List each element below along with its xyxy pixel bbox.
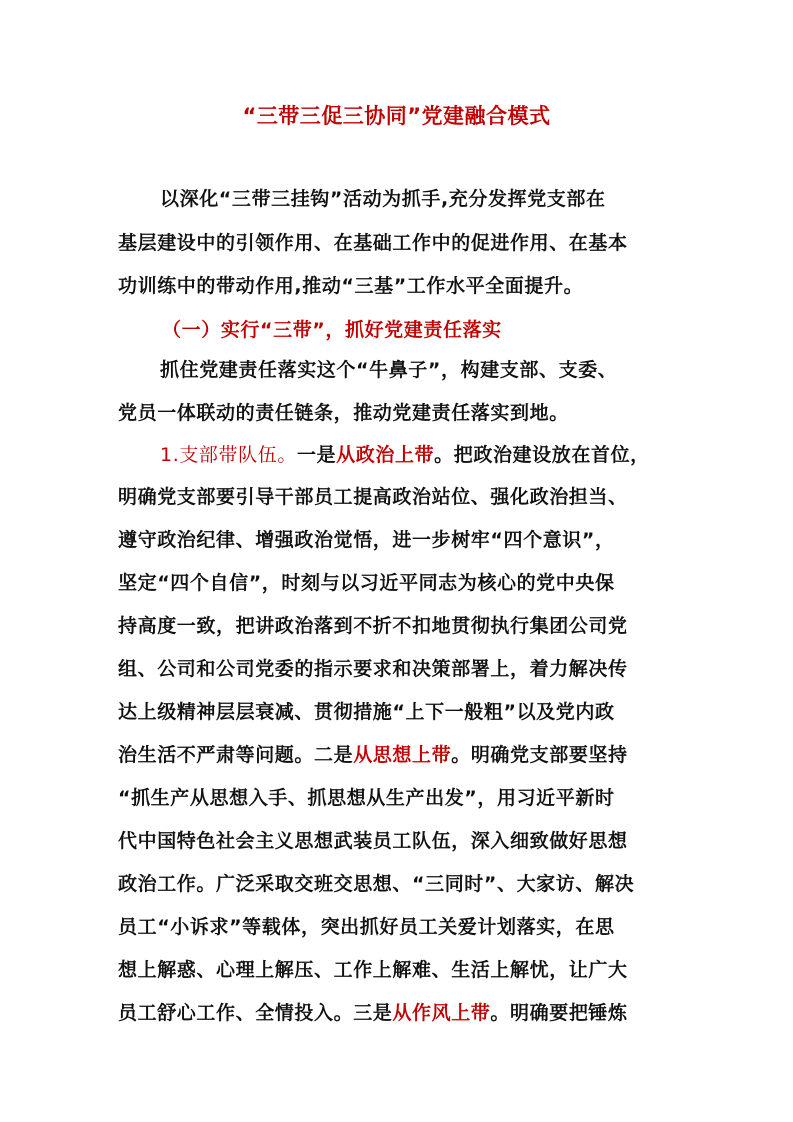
first-rest: 。把政治建设放在首位， — [434, 444, 650, 466]
intro-line-1: 以深化“三带三挂钩”活动为抓手,充分发挥党支部在 — [160, 188, 606, 210]
second-rest: 。明确党支部要坚持 — [451, 744, 628, 766]
body-line: 员工“小诉求”等载体，突出抓好员工关爱计划落实，在思 — [118, 916, 615, 938]
second-key-phrase: 从思想上带 — [353, 744, 452, 766]
body-line: 代中国特色社会主义思想武装员工队伍，深入细致做好思想 — [118, 830, 628, 852]
intro-line-3: 功训练中的带动作用,推动“三基”工作水平全面提升。 — [118, 275, 584, 297]
body-line: 明确党支部要引导干部员工提高政治站位、强化政治担当、 — [118, 486, 628, 508]
third-point-line — [118, 1000, 678, 1026]
section-paragraph-line-2: 党员一体联动的责任链条，推动党建责任落实到地。 — [118, 402, 569, 424]
body-line: 坚定“四个自信”，时刻与以习近平同志为核心的党中央保 — [118, 572, 615, 594]
body-line: 组、公司和公司党委的指示要求和决策部署上，着力解决传 — [118, 658, 628, 680]
third-rest: 。明确要把锤炼 — [490, 1002, 628, 1024]
body-line: 遵守政治纪律、增强政治觉悟，进一步树牢“四个意识”， — [118, 529, 615, 551]
first-marker: 一是 — [296, 444, 337, 466]
third-key-phrase: 从作风上带 — [392, 1002, 491, 1024]
second-pre: 治生活不严肃等问题。二是 — [118, 744, 354, 766]
body-line: 政治工作。广泛采取交班交思想、“三同时”、大家访、解决 — [118, 873, 635, 895]
item-label: 1.支部带队伍。 — [160, 444, 297, 466]
body-line: 持高度一致，把讲政治落到不折不扣地贯彻执行集团公司党 — [118, 615, 628, 637]
body-line: 想上解惑、心理上解压、工作上解难、生活上解忧，让广大 — [118, 959, 628, 981]
item-first-line — [160, 442, 680, 468]
document-title: “三带三促三协同”党建融合模式 — [242, 104, 551, 128]
first-key-phrase: 从政治上带 — [336, 444, 435, 466]
third-pre: 员工舒心工作、全情投入。三是 — [118, 1002, 393, 1024]
second-point-line — [118, 742, 678, 768]
section-paragraph-line-1: 抓住党建责任落实这个“牛鼻子”，构建支部、支委、 — [160, 359, 618, 381]
body-line: 达上级精神层层衰减、贯彻措施“上下一般粗”以及党内政 — [118, 701, 615, 723]
intro-line-2: 基层建设中的引领作用、在基础工作中的促进作用、在基本 — [118, 232, 628, 254]
body-line: “抓生产从思想入手、抓思想从生产出发”，用习近平新时 — [118, 787, 615, 809]
section-heading: （一）实行“三带”，抓好党建责任落实 — [162, 319, 502, 341]
